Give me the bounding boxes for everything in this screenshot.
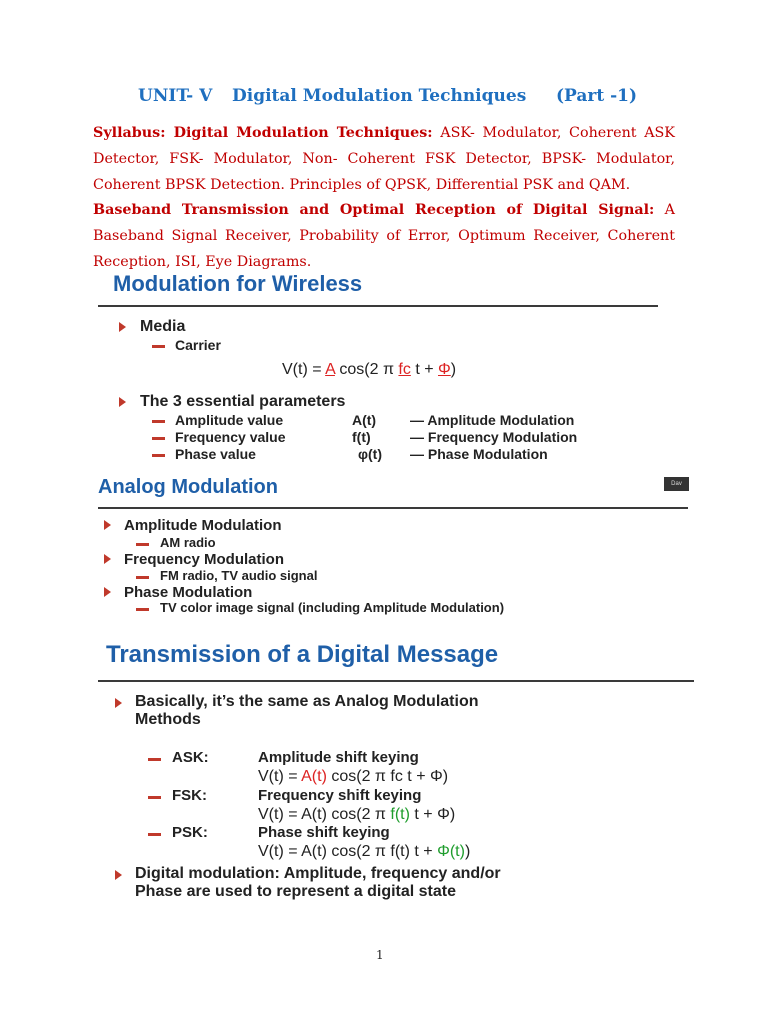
- baseband-paragraph: [93, 198, 675, 275]
- intro-line-2: Methods: [135, 711, 201, 728]
- baseband-label: Baseband Transmission and Optimal Reception of Digital Signal:: [93, 202, 655, 219]
- param-name: Phase value: [175, 446, 256, 462]
- bullet-fm: Frequency Modulation: [124, 551, 285, 568]
- equation-psk: V(t) = A(t) cos(2 π f(t) t + Φ(t)): [258, 843, 471, 860]
- logo-tag: Dav: [664, 477, 689, 491]
- bullet-icon: [119, 322, 126, 332]
- intro-line-1: Basically, it’s the same as Analog Modulation: [135, 693, 479, 710]
- syllabus-paragraph: [93, 121, 675, 198]
- part-label: (Part -1): [556, 86, 638, 106]
- dash-icon: [148, 833, 161, 836]
- bullet-icon: [115, 870, 122, 880]
- slide-title: Modulation for Wireless: [113, 271, 363, 296]
- syllabus-label: Syllabus: Digital Modulation Techniques:: [93, 125, 433, 141]
- divider: [98, 507, 688, 509]
- dash-icon: [136, 608, 149, 611]
- unit-label: UNIT- V: [138, 86, 213, 106]
- bullet-pm: Phase Modulation: [124, 584, 253, 601]
- syllabus-text: ASK- Modulator, Coherent ASK Detector, FSK- Modulator, Non- Coherent FSK Detector, BPSK- Modulator, Coherent BPSK Detection. Principles of QPSK, Differential PSK and QAM.: [93, 125, 675, 193]
- bullet-icon: [104, 520, 111, 530]
- bullet-fm-sub: FM radio, TV audio signal: [160, 568, 318, 583]
- baseband-text: A Baseband Signal Receiver, Probability of Error, Optimum Receiver, Coherent Reception, ISI, Eye Diagrams.: [93, 202, 675, 270]
- dash-icon: [136, 576, 149, 579]
- param-name: Amplitude value: [175, 412, 284, 428]
- summary-line-1: Digital modulation: Amplitude, frequency and/or: [135, 865, 501, 882]
- param-modulation: — Phase Modulation: [410, 446, 548, 462]
- param-name: Frequency value: [175, 429, 286, 445]
- bullet-params-heading: The 3 essential parameters: [140, 393, 346, 410]
- bullet-am: Amplitude Modulation: [124, 517, 282, 534]
- page-title: [138, 86, 658, 108]
- divider: [98, 305, 658, 307]
- bullet-icon: [119, 397, 126, 407]
- param-symbol: φ(t): [358, 446, 383, 462]
- param-symbol: f(t): [352, 429, 371, 445]
- bullet-am-sub: AM radio: [160, 535, 216, 550]
- scheme-abbr-ask: ASK:: [172, 749, 209, 766]
- scheme-name-ask: Amplitude shift keying: [258, 749, 419, 766]
- scheme-abbr-fsk: FSK:: [172, 787, 207, 804]
- dash-icon: [148, 796, 161, 799]
- equation-fsk: V(t) = A(t) cos(2 π f(t) t + Φ): [258, 806, 456, 823]
- bullet-icon: [104, 554, 111, 564]
- dash-icon: [148, 758, 161, 761]
- dash-icon: [152, 437, 165, 440]
- param-modulation: — Amplitude Modulation: [410, 412, 575, 428]
- bullet-pm-sub: TV color image signal (including Amplitude Modulation): [160, 600, 505, 615]
- carrier-equation: V(t) = A cos(2 π fc t + Φ): [282, 361, 457, 378]
- page-number: 1: [376, 948, 384, 962]
- equation-ask: V(t) = A(t) cos(2 π fc t + Φ): [258, 768, 449, 785]
- bullet-icon: [115, 698, 122, 708]
- slide-title: Analog Modulation: [98, 476, 278, 498]
- dash-icon: [136, 543, 149, 546]
- bullet-media: Media: [140, 318, 186, 335]
- dash-icon: [152, 454, 165, 457]
- dash-icon: [152, 420, 165, 423]
- bullet-icon: [104, 587, 111, 597]
- bullet-carrier: Carrier: [175, 337, 221, 353]
- scheme-name-psk: Phase shift keying: [258, 824, 390, 841]
- summary-line-2: Phase are used to represent a digital state: [135, 883, 457, 900]
- scheme-abbr-psk: PSK:: [172, 824, 208, 841]
- scheme-name-fsk: Frequency shift keying: [258, 787, 422, 804]
- slide-title: Transmission of a Digital Message: [106, 641, 499, 668]
- chapter-title: Digital Modulation Techniques: [232, 86, 527, 106]
- param-modulation: — Frequency Modulation: [410, 429, 578, 445]
- divider: [98, 680, 694, 682]
- syllabus-block: [93, 121, 675, 276]
- param-symbol: A(t): [352, 412, 377, 428]
- dash-icon: [152, 345, 165, 348]
